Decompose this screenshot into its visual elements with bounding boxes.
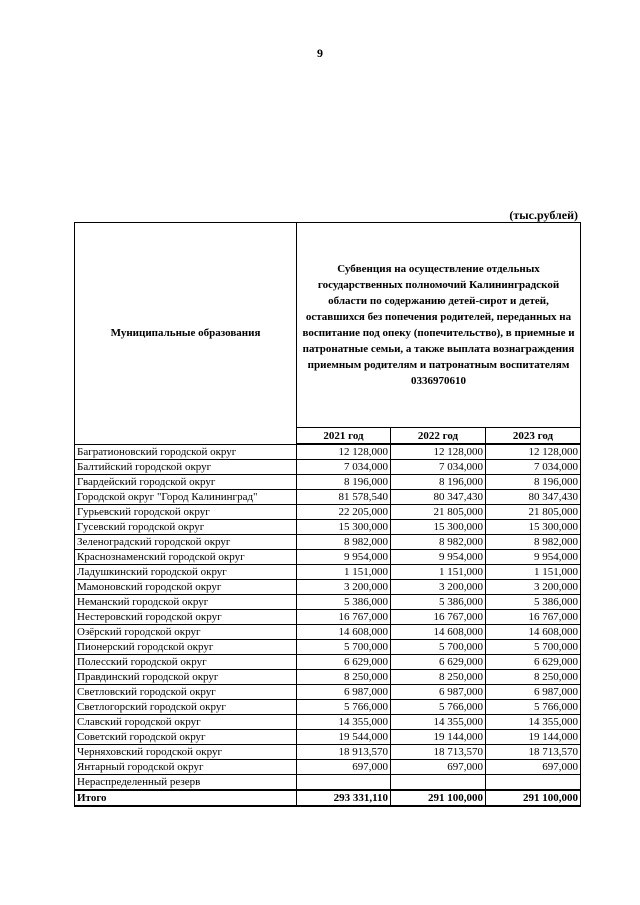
value-2023: 1 151,000 bbox=[486, 565, 581, 580]
municipality-name: Гвардейский городской округ bbox=[75, 475, 297, 490]
value-2021: 7 034,000 bbox=[297, 460, 391, 475]
value-2021: 697,000 bbox=[297, 760, 391, 775]
municipality-name: Багратионовский городской округ bbox=[75, 444, 297, 460]
value-2023: 80 347,430 bbox=[486, 490, 581, 505]
value-2021: 8 982,000 bbox=[297, 535, 391, 550]
municipality-name: Озёрский городской округ bbox=[75, 625, 297, 640]
municipality-name: Янтарный городской округ bbox=[75, 760, 297, 775]
value-2023: 15 300,000 bbox=[486, 520, 581, 535]
value-2023: 6 987,000 bbox=[486, 685, 581, 700]
value-2022: 7 034,000 bbox=[391, 460, 486, 475]
table-row bbox=[75, 475, 581, 490]
value-2023: 8 982,000 bbox=[486, 535, 581, 550]
value-2022: 80 347,430 bbox=[391, 490, 486, 505]
table-row bbox=[75, 715, 581, 730]
value-2021: 18 913,570 bbox=[297, 745, 391, 760]
municipality-name: Ладушкинский городской округ bbox=[75, 565, 297, 580]
total-label: Итого bbox=[75, 790, 297, 806]
table-row bbox=[75, 760, 581, 775]
table-row bbox=[75, 490, 581, 505]
value-2023: 19 144,000 bbox=[486, 730, 581, 745]
value-2023: 3 200,000 bbox=[486, 580, 581, 595]
value-2022: 5 766,000 bbox=[391, 700, 486, 715]
municipality-name: Полесский городской округ bbox=[75, 655, 297, 670]
value-2023: 21 805,000 bbox=[486, 505, 581, 520]
municipality-name: Правдинский городской округ bbox=[75, 670, 297, 685]
value-2023: 5 386,000 bbox=[486, 595, 581, 610]
table-row bbox=[75, 700, 581, 715]
municipality-name: Пионерский городской округ bbox=[75, 640, 297, 655]
table-row bbox=[75, 670, 581, 685]
value-2023: 8 250,000 bbox=[486, 670, 581, 685]
value-2023: 18 713,570 bbox=[486, 745, 581, 760]
table-row bbox=[75, 745, 581, 760]
value-2021: 8 196,000 bbox=[297, 475, 391, 490]
value-2021: 16 767,000 bbox=[297, 610, 391, 625]
header-year-2023: 2023 год bbox=[486, 428, 581, 445]
value-2023: 16 767,000 bbox=[486, 610, 581, 625]
value-2022: 1 151,000 bbox=[391, 565, 486, 580]
value-2021: 15 300,000 bbox=[297, 520, 391, 535]
total-2022: 291 100,000 bbox=[391, 790, 486, 806]
value-2022: 14 355,000 bbox=[391, 715, 486, 730]
table-row bbox=[75, 444, 581, 460]
value-2021: 19 544,000 bbox=[297, 730, 391, 745]
header-year-2022: 2022 год bbox=[391, 428, 486, 445]
value-2021: 5 700,000 bbox=[297, 640, 391, 655]
municipality-name: Нестеровский городской округ bbox=[75, 610, 297, 625]
table-row bbox=[75, 730, 581, 745]
table-row bbox=[75, 595, 581, 610]
value-2023: 7 034,000 bbox=[486, 460, 581, 475]
municipality-name: Зеленоградский городской округ bbox=[75, 535, 297, 550]
value-2022: 15 300,000 bbox=[391, 520, 486, 535]
table-row bbox=[75, 505, 581, 520]
value-2023: 12 128,000 bbox=[486, 444, 581, 460]
header-subvention: Субвенция на осуществление отдельных государственных полномочий Калининградской области по содержанию детей-сирот и детей, оставшихся без попечения родителей, переданных на воспитание под опеку (попечительство), в приемные и патронатные семьи, а также выплата вознаграждения приемным родителям и патронатным воспитателям 0336970610 bbox=[297, 223, 581, 428]
units-label: (тыс.рублей) bbox=[509, 208, 578, 222]
value-2022: 19 144,000 bbox=[391, 730, 486, 745]
value-2021: 6 987,000 bbox=[297, 685, 391, 700]
municipality-name: Нераспределенный резерв bbox=[75, 775, 297, 791]
value-2022: 14 608,000 bbox=[391, 625, 486, 640]
municipality-name: Светлогорский городской округ bbox=[75, 700, 297, 715]
table-row bbox=[75, 610, 581, 625]
table-row bbox=[75, 520, 581, 535]
value-2021: 81 578,540 bbox=[297, 490, 391, 505]
value-2022: 6 987,000 bbox=[391, 685, 486, 700]
municipality-name: Балтийский городской округ bbox=[75, 460, 297, 475]
table-row bbox=[75, 685, 581, 700]
value-2021: 22 205,000 bbox=[297, 505, 391, 520]
value-2023: 5 766,000 bbox=[486, 700, 581, 715]
municipality-name: Городской округ "Город Калининград" bbox=[75, 490, 297, 505]
header-year-2021: 2021 год bbox=[297, 428, 391, 445]
value-2022: 5 700,000 bbox=[391, 640, 486, 655]
value-2021 bbox=[297, 775, 391, 791]
table-header-row bbox=[75, 223, 581, 428]
municipality-name: Славский городской округ bbox=[75, 715, 297, 730]
total-row bbox=[75, 790, 581, 806]
table-row bbox=[75, 460, 581, 475]
value-2023 bbox=[486, 775, 581, 791]
table-row bbox=[75, 655, 581, 670]
header-municipal: Муниципальные образования bbox=[75, 223, 297, 445]
value-2023: 6 629,000 bbox=[486, 655, 581, 670]
total-2023: 291 100,000 bbox=[486, 790, 581, 806]
municipality-name: Неманский городской округ bbox=[75, 595, 297, 610]
municipality-name: Краснознаменский городской округ bbox=[75, 550, 297, 565]
table-row bbox=[75, 565, 581, 580]
value-2021: 14 608,000 bbox=[297, 625, 391, 640]
value-2023: 8 196,000 bbox=[486, 475, 581, 490]
table-row bbox=[75, 580, 581, 595]
value-2021: 9 954,000 bbox=[297, 550, 391, 565]
value-2021: 1 151,000 bbox=[297, 565, 391, 580]
table-row bbox=[75, 535, 581, 550]
value-2022: 8 982,000 bbox=[391, 535, 486, 550]
table-row bbox=[75, 640, 581, 655]
total-2021: 293 331,110 bbox=[297, 790, 391, 806]
value-2021: 14 355,000 bbox=[297, 715, 391, 730]
value-2023: 14 608,000 bbox=[486, 625, 581, 640]
value-2023: 14 355,000 bbox=[486, 715, 581, 730]
value-2022: 12 128,000 bbox=[391, 444, 486, 460]
value-2022: 18 713,570 bbox=[391, 745, 486, 760]
value-2021: 5 386,000 bbox=[297, 595, 391, 610]
table-row bbox=[75, 625, 581, 640]
municipality-name: Гурьевский городской округ bbox=[75, 505, 297, 520]
value-2021: 6 629,000 bbox=[297, 655, 391, 670]
value-2022: 697,000 bbox=[391, 760, 486, 775]
table-row bbox=[75, 775, 581, 791]
value-2022: 8 250,000 bbox=[391, 670, 486, 685]
value-2022: 6 629,000 bbox=[391, 655, 486, 670]
page-number: 9 bbox=[317, 46, 323, 60]
municipality-name: Светловский городской округ bbox=[75, 685, 297, 700]
municipality-name: Гусевский городской округ bbox=[75, 520, 297, 535]
value-2021: 8 250,000 bbox=[297, 670, 391, 685]
value-2022: 8 196,000 bbox=[391, 475, 486, 490]
value-2022 bbox=[391, 775, 486, 791]
municipality-name: Мамоновский городской округ bbox=[75, 580, 297, 595]
value-2021: 12 128,000 bbox=[297, 444, 391, 460]
value-2022: 9 954,000 bbox=[391, 550, 486, 565]
value-2021: 3 200,000 bbox=[297, 580, 391, 595]
value-2021: 5 766,000 bbox=[297, 700, 391, 715]
value-2023: 9 954,000 bbox=[486, 550, 581, 565]
municipality-name: Черняховский городской округ bbox=[75, 745, 297, 760]
value-2022: 21 805,000 bbox=[391, 505, 486, 520]
value-2022: 3 200,000 bbox=[391, 580, 486, 595]
value-2022: 16 767,000 bbox=[391, 610, 486, 625]
value-2023: 697,000 bbox=[486, 760, 581, 775]
value-2023: 5 700,000 bbox=[486, 640, 581, 655]
subvention-table bbox=[74, 222, 581, 807]
value-2022: 5 386,000 bbox=[391, 595, 486, 610]
municipality-name: Советский городской округ bbox=[75, 730, 297, 745]
table-row bbox=[75, 550, 581, 565]
